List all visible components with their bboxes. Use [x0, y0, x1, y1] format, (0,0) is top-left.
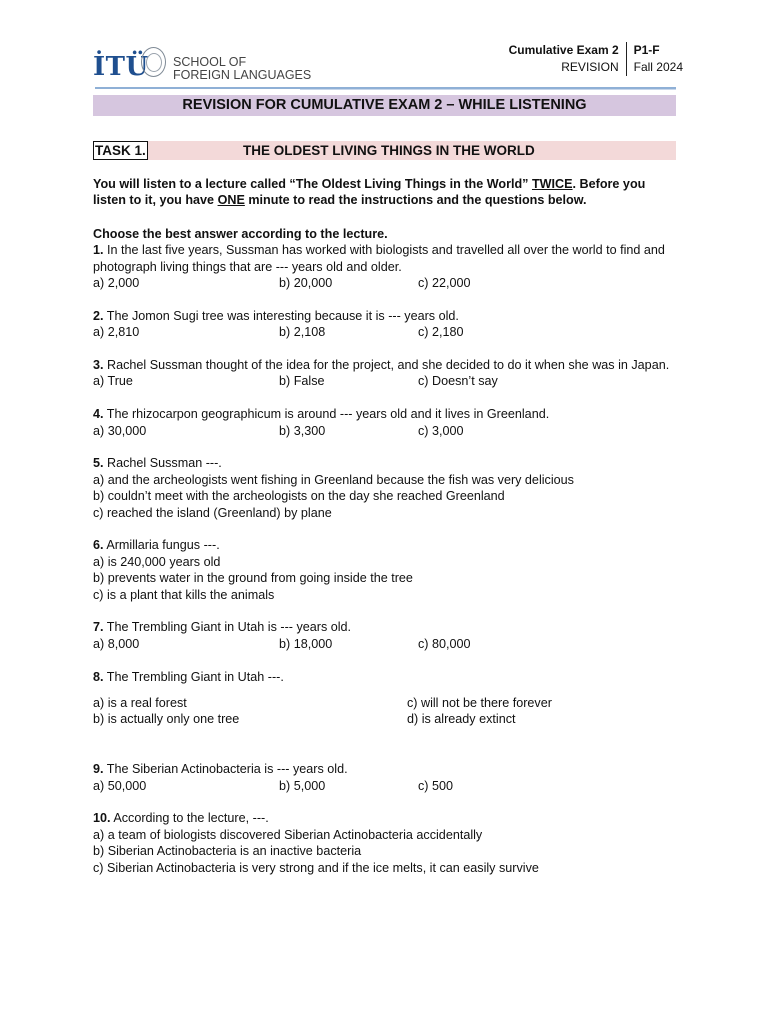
question-text: 7. The Trembling Giant in Utah is --- years old.	[93, 620, 352, 635]
question-text: 8. The Trembling Giant in Utah ---.	[93, 669, 284, 684]
emphasis-twice: TWICE	[531, 177, 573, 191]
option-b: b) False	[279, 374, 325, 389]
term-label: Fall 2024	[633, 60, 683, 74]
option-a: a) 30,000	[93, 423, 147, 438]
option-c: c) Siberian Actinobacteria is very strong and if the ice melts, it can easily survive	[93, 860, 539, 875]
option-a: a) is 240,000 years old	[93, 554, 221, 569]
document-header	[93, 42, 683, 88]
option-a: a) and the archeologists went fishing in Greenland because the fish was very delicious	[93, 472, 574, 487]
question-6	[93, 537, 676, 603]
options	[93, 636, 676, 652]
question-text: 9. The Siberian Actinobacteria is --- years old.	[93, 762, 348, 777]
question-8	[93, 669, 676, 728]
option-c: c) 80,000	[418, 636, 471, 651]
question-10	[93, 810, 676, 876]
task-heading	[93, 141, 676, 160]
options	[93, 423, 676, 439]
option-c: c) 2,180	[418, 325, 464, 340]
question-text: 4. The rhizocarpon geographicum is around --- years old and it lives in Greenland.	[93, 407, 550, 422]
option-a: a) 8,000	[93, 636, 140, 651]
question-text: 5. Rachel Sussman ---.	[93, 456, 222, 471]
option-b: b) couldn’t meet with the archeologists on the day she reached Greenland	[93, 489, 505, 504]
option-c: c) 500	[418, 778, 454, 793]
options	[93, 275, 676, 291]
option-b: b) 3,300	[279, 423, 326, 438]
itu-logo: İTÜ	[93, 52, 149, 82]
question-3	[93, 357, 676, 390]
exam-info	[509, 42, 683, 76]
option-a: a) 2,810	[93, 325, 140, 340]
question-9	[93, 761, 676, 794]
options	[93, 324, 676, 340]
question-7	[93, 619, 676, 652]
option-c: c) will not be there forever	[407, 696, 552, 711]
option-b: b) Siberian Actinobacteria is an inactive bacteria	[93, 844, 362, 859]
school-seal-icon	[141, 47, 166, 77]
question-text: 3. Rachel Sussman thought of the idea for the project, and she decided to do it when she was in Japan.	[93, 358, 670, 373]
intro-paragraph: You will listen to a lecture called “The Oldest Living Things in the World” TWICE. Before you listen to it, you have ONE minute to read the instructions and the questions below.	[93, 177, 646, 208]
options	[93, 373, 676, 389]
question-text: 6. Armillaria fungus ---.	[93, 538, 220, 553]
header-divider-secondary	[300, 89, 676, 90]
option-a: a) 2,000	[93, 276, 140, 291]
options	[93, 695, 676, 728]
question-text: 2. The Jomon Sugi tree was interesting because it is --- years old.	[93, 308, 459, 323]
option-a: a) is a real forest	[93, 696, 187, 711]
question-text: 1. In the last five years, Sussman has worked with biologists and travelled all over the world to find and photograph living things that are --- years old and older.	[93, 243, 665, 274]
school-name-line1: SCHOOL OF	[173, 55, 247, 69]
option-c: c) Doesn’t say	[418, 374, 498, 389]
option-a: a) 50,000	[93, 778, 147, 793]
question-2	[93, 308, 676, 341]
option-a: a) a team of biologists discovered Siberian Actinobacteria accidentally	[93, 827, 483, 842]
option-d: d) is already extinct	[407, 712, 516, 727]
revision-label: REVISION	[561, 60, 619, 74]
school-name-line2: FOREIGN LANGUAGES	[173, 68, 312, 82]
option-c: c) is a plant that kills the animals	[93, 587, 275, 602]
worksheet-content	[93, 176, 676, 876]
instruction: Choose the best answer according to the lecture.	[93, 226, 388, 241]
question-1	[93, 242, 676, 291]
option-b: b) is actually only one tree	[93, 712, 240, 727]
option-b: b) 5,000	[279, 778, 326, 793]
page-title: REVISION FOR CUMULATIVE EXAM 2 – WHILE LISTENING	[93, 95, 676, 116]
exam-code: P1-F	[633, 43, 660, 57]
school-name	[173, 56, 311, 82]
question-text: 10. According to the lecture, ---.	[93, 811, 269, 826]
option-c: c) reached the island (Greenland) by plane	[93, 505, 332, 520]
option-c: c) 3,000	[418, 423, 464, 438]
option-a: a) True	[93, 374, 133, 389]
option-b: b) 2,108	[279, 325, 326, 340]
task-label: TASK 1.	[95, 143, 146, 158]
option-b: b) 20,000	[279, 276, 333, 291]
question-5	[93, 455, 676, 521]
options	[93, 778, 676, 794]
option-c: c) 22,000	[418, 276, 471, 291]
option-b: b) 18,000	[279, 636, 333, 651]
option-b: b) prevents water in the ground from going inside the tree	[93, 571, 413, 586]
question-4	[93, 406, 676, 439]
emphasis-one: ONE	[217, 193, 245, 208]
exam-name: Cumulative Exam 2	[508, 43, 619, 57]
task-title: THE OLDEST LIVING THINGS IN THE WORLD	[243, 143, 535, 158]
